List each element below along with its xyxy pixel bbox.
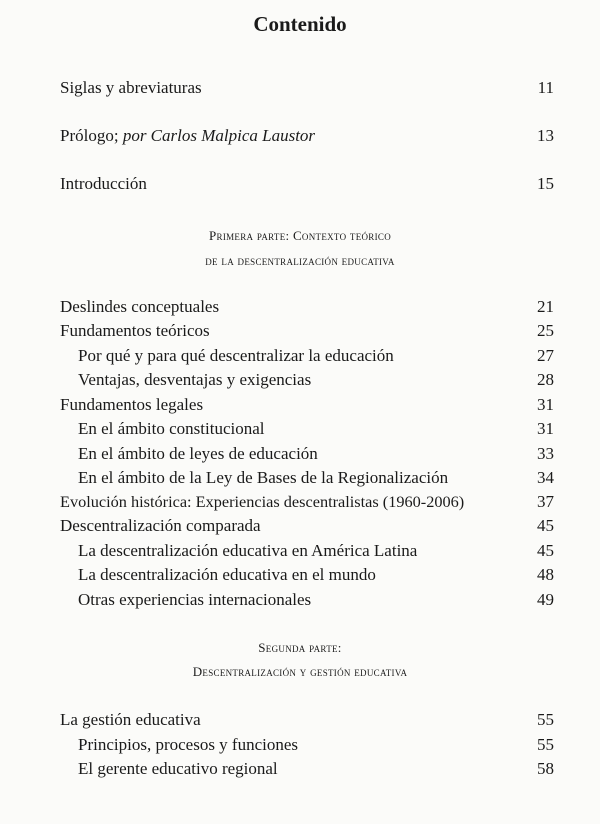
toc-entry-label: Por qué y para qué descentralizar la educación [78,346,394,365]
toc-entry-label: Descentralización comparada [60,516,261,535]
toc-subentry [78,444,554,466]
toc-entry [60,174,554,196]
toc-subentry [78,565,554,587]
toc-entry-page: 33 [537,444,554,463]
toc-subentry [78,468,554,490]
toc-entry-label: Otras experiencias internacionales [78,590,312,609]
toc-entry-label-author: por Carlos Malpica Laustor [118,126,316,145]
toc-entry [60,126,554,148]
toc-subentry [78,541,554,563]
toc-entry-label: En el ámbito de la Ley de Bases de la Regionalización [78,468,449,487]
toc-entry [60,516,554,538]
toc-entry-page: 37 [537,492,554,511]
toc-entry [60,78,554,100]
toc-entry-label: Introducción [60,174,147,193]
toc-entry [60,395,554,417]
toc-entry-page: 55 [537,710,554,729]
toc-entry-page: 34 [537,468,554,487]
toc-entry-page: 28 [537,370,554,389]
toc-entry-page: 31 [537,419,554,438]
toc-entry-page: 45 [537,541,554,560]
toc-entry-label: En el ámbito de leyes de educación [78,444,318,463]
toc-entry-label: Fundamentos teóricos [60,321,210,340]
toc-entry-label: El gerente educativo regional [78,759,278,778]
toc-entry [60,710,554,732]
toc-entry-label: La descentralización educativa en América Latina [78,541,418,560]
toc-entry [60,492,554,514]
part-heading-line-1: Segunda parte: [258,640,342,655]
part-heading-line-1: Primera parte: Contexto teórico [208,228,392,243]
toc-entry-page: 31 [537,395,554,414]
toc-entry-label: La descentralización educativa en el mundo [78,565,376,584]
toc-subentry [78,370,554,392]
toc-entry-label: Ventajas, desventajas y exigencias [78,370,312,389]
toc-subentry [78,759,554,781]
toc-entry-page: 45 [537,516,554,535]
toc-entry-label: Evolución histórica: Experiencias descentralistas (1960-2006) [60,492,465,511]
toc-entry-page: 58 [537,759,554,778]
toc-entry-label: Principios, procesos y funciones [78,735,299,754]
toc-entry-page: 11 [537,78,554,97]
toc-entry-page: 15 [537,174,554,193]
toc-entry-label [60,126,315,146]
toc-subentry [78,590,554,612]
toc-entry-label-main: Prólogo; [60,126,119,145]
toc-entry-page: 55 [537,735,554,754]
part-heading-line-2: de la descentralización educativa [205,253,395,268]
toc-subentry [78,735,554,757]
toc-entry-page: 25 [537,321,554,340]
toc-entry [60,297,554,319]
toc-entry-page: 13 [537,126,554,145]
toc-entry-page: 48 [537,565,554,584]
part-heading-line-2: Descentralización y gestión educativa [192,664,408,679]
toc-subentry [78,346,554,368]
page-title: Contenido [253,12,347,36]
toc-entry-label: Deslindes conceptuales [60,297,220,316]
toc-entry-page: 49 [537,590,554,609]
toc-entry-label: Siglas y abreviaturas [60,78,202,97]
toc-entry-label: En el ámbito constitucional [78,419,265,438]
toc-entry-label: La gestión educativa [60,710,201,729]
toc-subentry [78,419,554,441]
toc-entry-page: 27 [537,346,554,365]
toc-entry [60,321,554,343]
toc-entry-page: 21 [537,297,554,316]
toc-entry-label: Fundamentos legales [60,395,204,414]
